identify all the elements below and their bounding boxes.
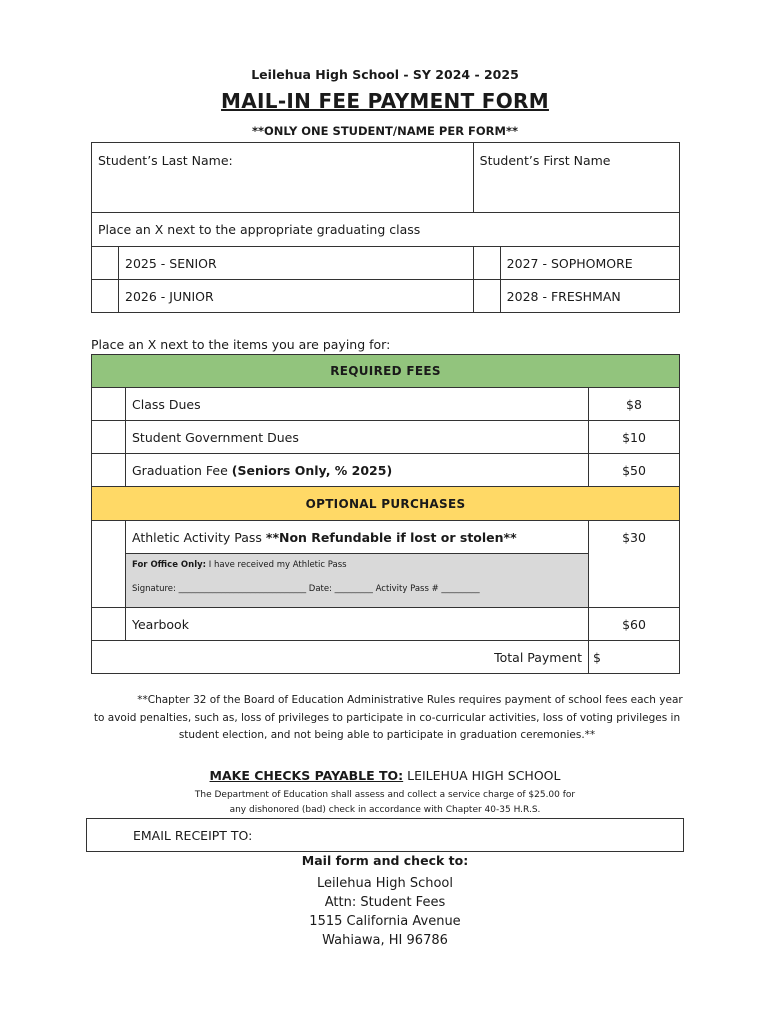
- fee-item-graduation: Graduation Fee (Seniors Only, % 2025): [126, 454, 589, 487]
- checkbox-student-government[interactable]: [92, 421, 126, 454]
- fee-price-yearbook: $60: [589, 608, 680, 641]
- checkbox-sophomore[interactable]: [473, 247, 500, 280]
- office-label: For Office Only:: [132, 560, 207, 570]
- fee-price-athletic-pass: $30: [589, 521, 680, 608]
- total-payment-field[interactable]: [589, 641, 680, 674]
- last-name-label: Student’s Last Name:: [98, 153, 233, 168]
- fee-item-yearbook: Yearbook: [126, 608, 589, 641]
- class-instruction: Place an X next to the appropriate graduating class: [92, 213, 680, 247]
- checkbox-freshman[interactable]: [473, 280, 500, 313]
- payable-value: LEILEHUA HIGH SCHOOL: [403, 768, 561, 783]
- class-option-junior: 2026 - JUNIOR: [119, 280, 474, 313]
- checkbox-athletic-pass[interactable]: [92, 521, 126, 608]
- school-year-line: Leilehua High School - SY 2024 - 2025: [251, 67, 519, 82]
- fee-item-student-government: Student Government Dues: [126, 421, 589, 454]
- form-subtitle: **ONLY ONE STUDENT/NAME PER FORM**: [251, 124, 519, 138]
- class-option-sophomore: 2027 - SOPHOMORE: [500, 247, 679, 280]
- optional-purchases-header: OPTIONAL PURCHASES: [92, 487, 680, 521]
- address-line: Attn: Student Fees: [324, 895, 446, 910]
- student-info-table: [91, 142, 680, 313]
- total-payment-label: Total Payment: [92, 641, 589, 674]
- class-option-senior: 2025 - SENIOR: [119, 247, 474, 280]
- email-receipt-field[interactable]: [86, 818, 684, 852]
- service-charge-notice: The Department of Education shall assess and collect a service charge of $25.00 for any dishonored (bad) check in accordance with Chapter 40-35 H.R.S.: [194, 790, 576, 815]
- form-title: MAIL-IN FEE PAYMENT FORM: [221, 89, 549, 113]
- fee-item-class-dues: Class Dues: [126, 388, 589, 421]
- athletic-note: **Non Refundable if lost or stolen**: [265, 529, 517, 545]
- mail-to-heading: Mail form and check to:: [301, 853, 469, 868]
- checkbox-junior[interactable]: [92, 280, 119, 313]
- graduation-note: (Seniors Only, % 2025): [231, 462, 393, 478]
- payable-label: MAKE CHECKS PAYABLE TO:: [209, 768, 404, 783]
- first-name-label: Student’s First Name: [479, 153, 611, 168]
- fee-price-student-government: $10: [589, 421, 680, 454]
- checkbox-senior[interactable]: [92, 247, 119, 280]
- fee-price-class-dues: $8: [589, 388, 680, 421]
- last-name-field[interactable]: [92, 143, 474, 213]
- dollar-sign: $: [593, 649, 601, 665]
- office-use-box: [126, 554, 589, 608]
- address-line: Wahiawa, HI 96786: [322, 933, 448, 948]
- fee-item-athletic-pass: Athletic Activity Pass **Non Refundable if lost or stolen**: [126, 521, 589, 554]
- fee-price-graduation: $50: [589, 454, 680, 487]
- first-name-field[interactable]: [473, 143, 679, 213]
- checkbox-yearbook[interactable]: [92, 608, 126, 641]
- board-rules-note: **Chapter 32 of the Board of Education Administrative Rules requires payment of school fees each year to avoid penalties, such as, loss of privileges to participate in co-curricular activities, loss of voting privileges in student election, and not being able to participate in graduation ceremonies.**: [93, 694, 683, 741]
- class-option-freshman: 2028 - FRESHMAN: [500, 280, 679, 313]
- email-receipt-label: EMAIL RECEIPT TO:: [133, 828, 253, 843]
- mailing-address: [0, 874, 770, 950]
- address-line: 1515 California Avenue: [309, 914, 461, 929]
- fees-instruction: Place an X next to the items you are paying for:: [91, 337, 391, 352]
- fees-table: [91, 354, 680, 674]
- office-signature-line: Signature: ______________________________ Date: _________ Activity Pass # _________: [132, 584, 480, 594]
- address-line: Leilehua High School: [317, 876, 453, 891]
- checkbox-graduation-fee[interactable]: [92, 454, 126, 487]
- checkbox-class-dues[interactable]: [92, 388, 126, 421]
- required-fees-header: REQUIRED FEES: [92, 355, 680, 388]
- payable-to: [0, 768, 770, 783]
- office-text: I have received my Athletic Pass: [206, 560, 347, 570]
